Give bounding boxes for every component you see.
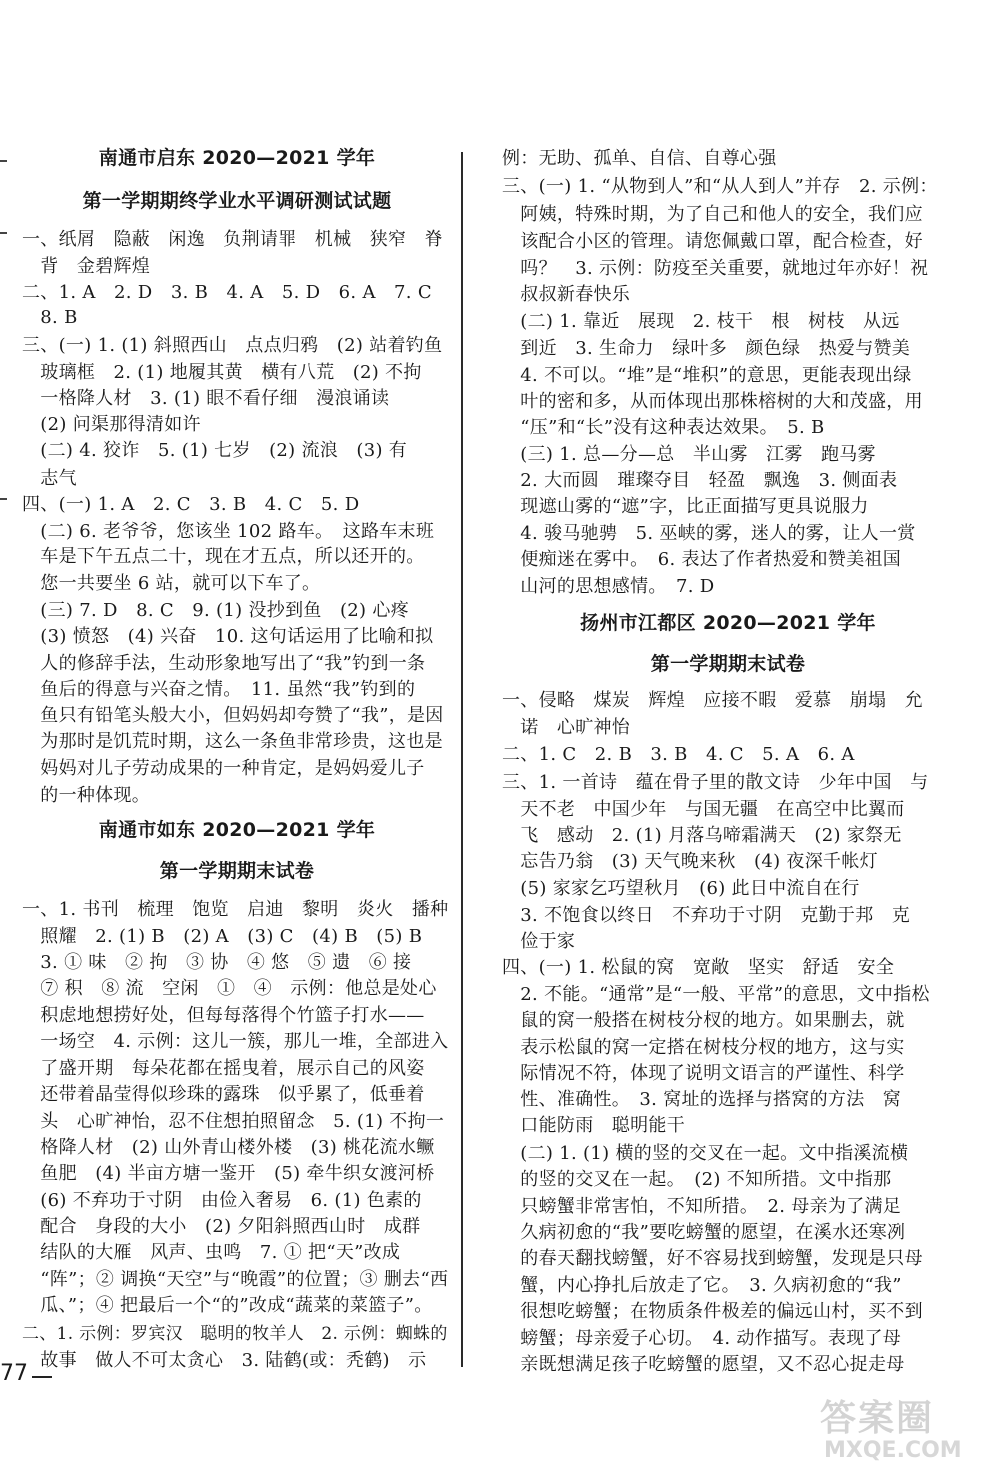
answer-line: 性、准确性。 3. 窝址的选择与搭窝的方法 窝 — [502, 1089, 902, 1110]
answer-line: 瓜、”；④ 把最后一个“的”改成“蔬菜的菜篮子”。 — [22, 1295, 433, 1316]
answer-line: 很想吃螃蟹；在物质条件极差的偏远山村，买不到 — [502, 1301, 923, 1322]
answer-line: 俭于家 — [502, 931, 576, 952]
answer-line: 该配合小区的管理。请您佩戴口罩，配合检查，好 — [502, 231, 923, 252]
answer-line: (二) 1. 靠近 展现 2. 枝干 根 树枝 从远 — [502, 311, 900, 332]
answer-line: 三、(一) 1. “从物到人”和“从人到人”并存 2. 示例： — [502, 176, 938, 197]
answer-line: 一、纸屑 隐蔽 闲逸 负荆请罪 机械 狭窄 脊 — [22, 229, 443, 250]
answer-line: 4. 骏马驰骋 5. 巫峡的雾，迷人的雾，让人一赏 — [502, 523, 916, 544]
answer-line: 还带着晶莹得似珍珠的露珠 似乎累了，低垂着 — [22, 1084, 425, 1105]
answer-line: 人的修辞手法，生动形象地写出了“我”钓到一条 — [22, 653, 426, 674]
answer-line: (5) 家家乞巧望秋月 (6) 此日中流自在行 — [502, 878, 860, 899]
answer-line: 二、1. A 2. D 3. B 4. A 5. D 6. A 7. C — [22, 282, 432, 303]
answer-line: 三、1. 一首诗 蕴在骨子里的散文诗 少年中国 与 — [502, 772, 929, 793]
binding-mark — [0, 498, 7, 500]
answer-line: 鱼肥 (4) 半亩方塘一鉴开 (5) 牵牛织女渡河桥 — [22, 1163, 435, 1184]
answer-line: (二) 1. (1) 横的竖的交叉在一起。文中指溪流横 — [502, 1143, 909, 1164]
answer-line: (三) 7. D 8. C 9. (1) 没抄到鱼 (2) 心疼 — [22, 600, 409, 621]
page-number-dash — [32, 1376, 52, 1378]
answer-line: 螃蟹；母亲爱子心切。 4. 动作描写。表现了母 — [502, 1328, 902, 1349]
answer-line: 口能防雨 聪明能干 — [502, 1115, 685, 1136]
answer-line: 四、(一) 1. 松鼠的窝 宽敞 坚实 舒适 安全 — [502, 957, 895, 978]
answer-line: 飞 感动 2. (1) 月落乌啼霜满天 (2) 家祭无 — [502, 825, 902, 846]
answer-line: “压”和“长”没有这种表达效果。 5. B — [502, 417, 825, 438]
answer-line: (6) 不弃功于寸阴 由俭入奢易 6. (1) 色素的 — [22, 1190, 422, 1211]
watermark-logo — [820, 1390, 990, 1465]
answer-line: 了盛开期 每朵花都在摇曳着，展示自己的风姿 — [22, 1058, 425, 1079]
answer-line: 您一共要坐 6 站，就可以下车了。 — [22, 573, 321, 594]
answer-line: 结队的大雁 风声、虫鸣 7. ① 把“天”改成 — [22, 1242, 401, 1263]
answer-line: 久病初愈的“我”要吃螃蟹的愿望，在溪水还寒冽 — [502, 1222, 906, 1243]
section-title: 南通市启东 2020—2021 学年 — [98, 147, 376, 169]
answer-line: (三) 1. 总—分—总 半山雾 江雾 跑马雾 — [502, 444, 876, 465]
answer-line: 到近 3. 生命力 绿叶多 颜色绿 热爱与赞美 — [502, 338, 911, 359]
answer-line: 一格降人材 3. (1) 眼不看仔细 漫浪诵读 — [22, 388, 390, 409]
answer-line: 吗？ 3. 示例：防疫至关重要，就地过年亦好！祝 — [502, 258, 929, 279]
answer-line: 一、侵略 煤炭 辉煌 应接不暇 爱慕 崩塌 允 — [502, 690, 923, 711]
answer-line: 8. B — [22, 307, 78, 328]
answer-line: 只螃蟹非常害怕，不知所措。 2. 母亲为了满足 — [502, 1196, 902, 1217]
answer-line: 诺 心旷神怡 — [502, 717, 631, 738]
answer-line: 四、(一) 1. A 2. C 3. B 4. C 5. D — [22, 494, 360, 515]
answer-line: 例：无助、孤单、自信、自尊心强 — [502, 148, 777, 169]
section-title: 南通市如东 2020—2021 学年 — [98, 819, 376, 841]
page-number: 77 — [0, 1361, 28, 1386]
answer-line: 4. 不可以。“堆”是“堆积”的意思，更能表现出绿 — [502, 365, 912, 386]
answer-line: 山河的思想感情。 7. D — [502, 576, 715, 597]
section-title: 扬州市江都区 2020—2021 学年 — [580, 612, 876, 634]
answer-line: 的春天翻找螃蟹，好不容易找到螃蟹，发现是只母 — [502, 1248, 923, 1269]
answer-line: 的竖的交叉在一起。 (2) 不知所措。文中指那 — [502, 1169, 892, 1190]
watermark-url: MXQE.COM — [824, 1438, 962, 1463]
column-divider — [461, 152, 463, 1367]
answer-line: 亲既想满足孩子吃螃蟹的愿望，又不忍心捉走母 — [502, 1354, 905, 1375]
answer-line: 鼠的窝一般搭在树枝分杈的地方。如果删去，就 — [502, 1010, 905, 1031]
answer-line: 照耀 2. (1) B (2) A (3) C (4) B (5) B — [22, 926, 423, 947]
answer-line: 配合 身段的大小 (2) 夕阳斜照西山时 成群 — [22, 1216, 421, 1237]
answer-line: 3. ① 味 ② 拘 ③ 协 ④ 悠 ⑤ 遗 ⑥ 接 — [22, 952, 412, 973]
answer-line: 2. 不能。“通常”是“一般、平常”的意思，文中指松 — [502, 984, 930, 1005]
answer-line: 的一种体现。 — [22, 785, 151, 806]
answer-line: ⑦ 积 ⑧ 流 空闲 ① ④ 示例：他总是处心 — [22, 978, 437, 999]
answer-line: 二、1. C 2. B 3. B 4. C 5. A 6. A — [502, 744, 855, 765]
answer-line: 积虑地想捞好处，但每每落得个竹篮子打水—— — [22, 1005, 425, 1026]
answer-line: 便痴迷在雾中。 6. 表达了作者热爱和赞美祖国 — [502, 549, 902, 570]
answer-line: 背 金碧辉煌 — [22, 256, 151, 277]
answer-line: 表示松鼠的窝一定搭在树枝分杈的地方，这与实 — [502, 1037, 905, 1058]
answer-line: 一、1. 书刊 梳理 饱览 启迪 黎明 炎火 播种 — [22, 899, 449, 920]
answer-line: 2. 大而圆 璀璨夺目 轻盈 飘逸 3. 侧面表 — [502, 470, 898, 491]
answer-line: (2) 问渠那得清如许 — [22, 414, 201, 435]
answer-line: 叔叔新春快乐 — [502, 284, 631, 305]
answer-line: 头 心旷神怡，忍不住想拍照留念 5. (1) 不拘一 — [22, 1111, 445, 1132]
answer-line: 蟹，内心挣扎后放走了它。 3. 久病初愈的“我” — [502, 1275, 902, 1296]
answer-line: 忘告乃翁 (3) 天气晚来秋 (4) 夜深千帐灯 — [502, 851, 878, 872]
binding-mark — [0, 160, 7, 162]
answer-line: 天不老 中国少年 与国无疆 在高空中比翼而 — [502, 799, 905, 820]
answer-line: 鱼后的得意与兴奋之情。 11. 虽然“我”钓到的 — [22, 679, 416, 700]
answer-line: 鱼只有铅笔头般大小，但妈妈却夸赞了“我”，是因 — [22, 705, 444, 726]
answer-line: 为那时是饥荒时期，这么一条鱼非常珍贵，这也是 — [22, 731, 443, 752]
answer-line: 玻璃框 2. (1) 地履其黄 横有八荒 (2) 不拘 — [22, 362, 422, 383]
answer-line: 格降人材 (2) 山外青山楼外楼 (3) 桃花流水鳜 — [22, 1137, 435, 1158]
answer-line: 故事 做人不可太贪心 3. 陆鹤(或：秃鹤) 示 — [22, 1350, 427, 1371]
answer-line: 阿姨，特殊时期，为了自己和他人的安全，我们应 — [502, 204, 923, 225]
answer-line: 三、(一) 1. (1) 斜照西山 点点归鸦 (2) 站着钓鱼 — [22, 335, 443, 356]
watermark-title: 答案圈 — [820, 1398, 935, 1439]
answer-line: 3. 不饱食以终日 不弃功于寸阴 克勤于邦 克 — [502, 905, 911, 926]
answer-line: 妈妈对儿子劳动成果的一种肯定，是妈妈爱儿子 — [22, 758, 425, 779]
answer-line: (二) 6. 老爷爷，您该坐 102 路车。 这路车末班 — [22, 521, 435, 542]
answer-line: “阵”；② 调换“天空”与“晚霞”的位置；③ 删去“西 — [22, 1269, 449, 1290]
section-title: 第一学期期终学业水平调研测试试题 — [82, 190, 392, 212]
section-title: 第一学期期末试卷 — [159, 860, 315, 882]
answer-line: 叶的密和多，从而体现出那株榕树的大和茂盛，用 — [502, 391, 923, 412]
answer-line: (3) 愤怒 (4) 兴奋 10. 这句话运用了比喻和拟 — [22, 626, 434, 647]
section-title: 第一学期期末试卷 — [650, 653, 806, 675]
answer-line: 志气 — [22, 468, 77, 489]
answer-line: 现遮山雾的“遮”字，比正面描写更具说服力 — [502, 496, 869, 517]
answer-line: 一场空 4. 示例：这儿一簇，那儿一堆，全部进入 — [22, 1031, 449, 1052]
answer-line: 车是下午五点二十，现在才五点，所以还开的。 — [22, 546, 425, 567]
answer-line: (二) 4. 狡诈 5. (1) 七岁 (2) 流浪 (3) 有 — [22, 440, 408, 461]
answer-line: 二、1. 示例：罗宾汉 聪明的牧羊人 2. 示例：蜘蛛的 — [22, 1324, 448, 1344]
answer-line: 际情况不符，体现了说明文语言的严谨性、科学 — [502, 1063, 905, 1084]
binding-mark — [0, 232, 7, 234]
